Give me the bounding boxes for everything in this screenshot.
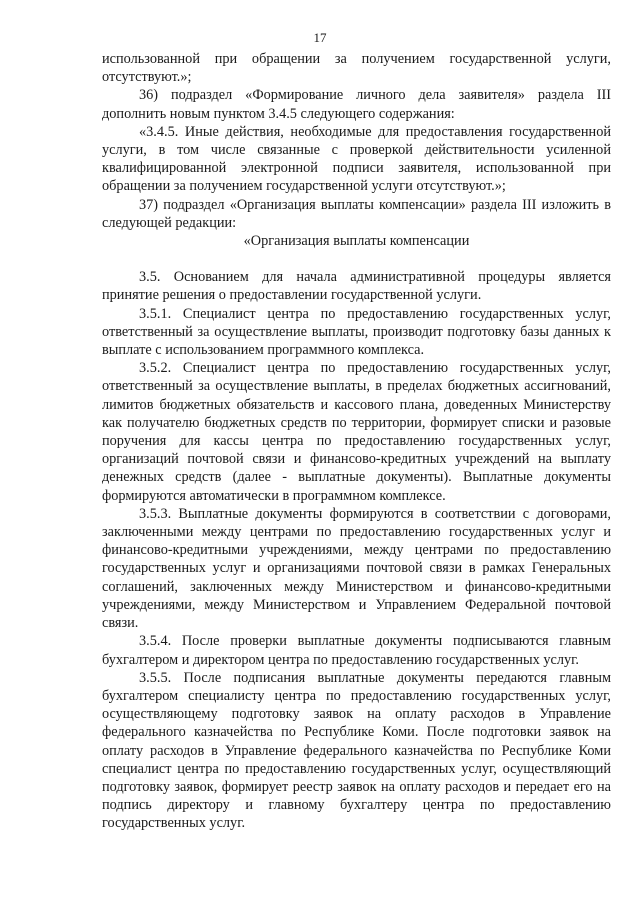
section-heading: «Организация выплаты компенсации [243,233,470,250]
paragraph-3-5-2: 3.5.2. Специалист центра по предоставлению государственных услуг, ответственный за осуществление выплаты, в пределах бюджетных ассигнований, лимитов бюджетных обязательств и кассового плана, доведенных Министерству как получателю бюджетных средств по территории, формирует списки и разовые поручения для кассы центра по предоставлению государственных услуг, организаций почтовой связи и финансово-кредитных учреждений на выплату денежных средств (далее - выплатные документы). Выплатные документы формируются автоматически в программном комплексе. [102,360,611,504]
paragraph-3-5-4: 3.5.4. После проверки выплатные документы подписываются главным бухгалтером и директором центра по предоставлению государственных услуг. [102,633,611,668]
paragraph-3-5-1: 3.5.1. Специалист центра по предоставлению государственных услуг, ответственный за осуществление выплаты, производит подготовку базы данных к выплате с использованием программного комплекса. [102,305,611,359]
page-number: 17 [313,30,327,45]
paragraph-3-4-5: «3.4.5. Иные действия, необходимые для предоставления государственной услуги, в том числе связанные с проверкой действительности усиленной квалифицированной электронной подписи заявителя, использованной при обращении за получением государственной услуги отсутствуют.»; [102,123,611,195]
paragraph-3-5: 3.5. Основанием для начала административной процедуры является принятие решения о предоставлении государственной услуги. [102,269,611,304]
paragraph-3-5-5: 3.5.5. После подписания выплатные документы передаются главным бухгалтером специалисту центра по предоставлению государственных услуг, осуществляющему подготовку заявок на оплату расходов в Управление федерального казначейства по Республике Коми. После подготовки заявок на оплату расходов в Управление федерального казначейства по Республике Коми специалист центра по предоставлению государственных услуг, осуществляющий подготовку заявок, формирует реестр заявок на оплату расходов и передает его на подпись директору и главному бухгалтеру центра по предоставлению государственных услуг. [102,669,611,832]
paragraph-continuation: использованной при обращении за получением государственной услуги, отсутствуют.»; [102,51,611,86]
paragraph-item-36: 36) подраздел «Формирование личного дела заявителя» раздела III дополнить новым пунктом 3.4.5 следующего содержания: [102,87,611,122]
spacer [102,250,611,268]
document-body [102,50,611,833]
paragraph-item-37: 37) подраздел «Организация выплаты компенсации» раздела III изложить в следующей редакции: [102,196,611,231]
paragraph-3-5-3: 3.5.3. Выплатные документы формируются в соответствии с договорами, заключенными между центрами по предоставлению государственных услуг и финансово-кредитными учреждениями, между центрами по предоставлению государственных услуг и организациями почтовой связи в рамках Генеральных соглашений, заключенных между Министерством и финансово-кредитными учреждениями, между Министерством и Управлением Федеральной почтовой связи. [102,505,611,632]
